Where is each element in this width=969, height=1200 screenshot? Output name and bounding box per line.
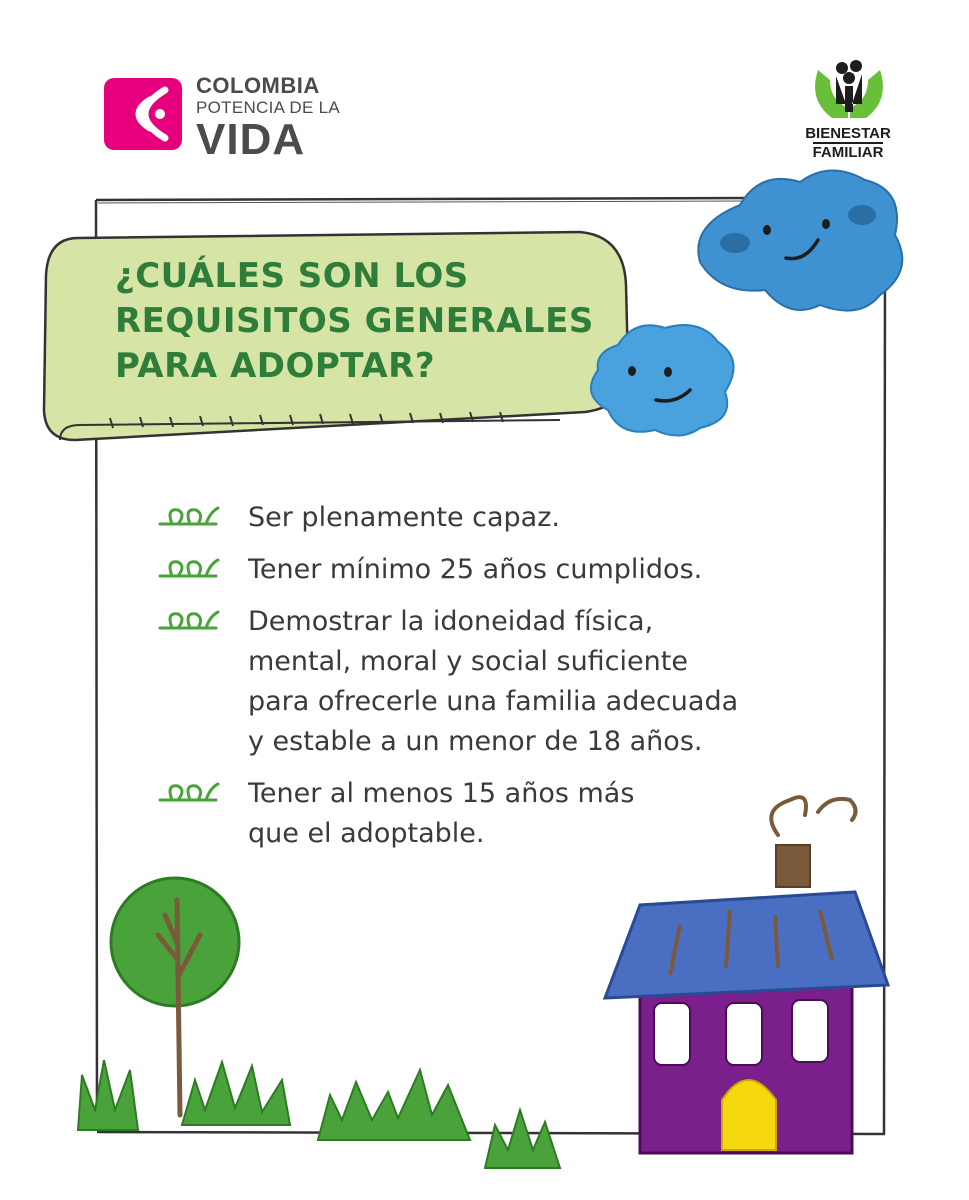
brand-line-3: VIDA <box>196 115 306 164</box>
colombia-potencia-vida-logo <box>104 78 182 150</box>
bienestar-familiar-logo <box>815 60 883 118</box>
frame-border-sketch <box>98 201 750 203</box>
title-line-3: PARA ADOPTAR? <box>115 346 436 386</box>
page-title <box>115 254 595 389</box>
item-line: y estable a un menor de 18 años. <box>248 726 703 757</box>
item-line: Tener mínimo 25 años cumplidos. <box>248 554 703 585</box>
grass-icon <box>78 1060 560 1168</box>
brand-line-2: POTENCIA DE LA <box>196 98 341 117</box>
swirl-vine-bullet-icon <box>158 780 220 806</box>
requirements-list <box>158 498 778 866</box>
brand-wordmark <box>196 74 340 162</box>
item-line: que el adoptable. <box>248 818 485 849</box>
item-line: mental, moral y social suficiente <box>248 646 688 677</box>
icbf-wordmark <box>800 126 896 161</box>
item-line: Tener al menos 15 años más <box>248 778 635 809</box>
swirl-vine-bullet-icon <box>158 608 220 634</box>
item-line: para ofrecerle una familia adecuada <box>248 686 739 717</box>
item-line: Demostrar la idoneidad física, <box>248 606 654 637</box>
icbf-line-2: FAMILIAR <box>812 144 884 161</box>
list-item <box>158 550 778 590</box>
cloud-face-icon <box>698 170 902 310</box>
list-item <box>158 498 778 538</box>
list-item <box>158 774 778 854</box>
item-line: Ser plenamente capaz. <box>248 502 560 533</box>
title-line-1: ¿CUÁLES SON LOS <box>115 256 469 296</box>
brand-line-1: COLOMBIA <box>196 73 320 98</box>
swirl-vine-bullet-icon <box>158 556 220 582</box>
icbf-line-1: BIENESTAR <box>805 125 891 142</box>
title-line-2: REQUISITOS GENERALES <box>115 301 594 341</box>
swirl-vine-bullet-icon <box>158 504 220 530</box>
list-item <box>158 602 778 762</box>
